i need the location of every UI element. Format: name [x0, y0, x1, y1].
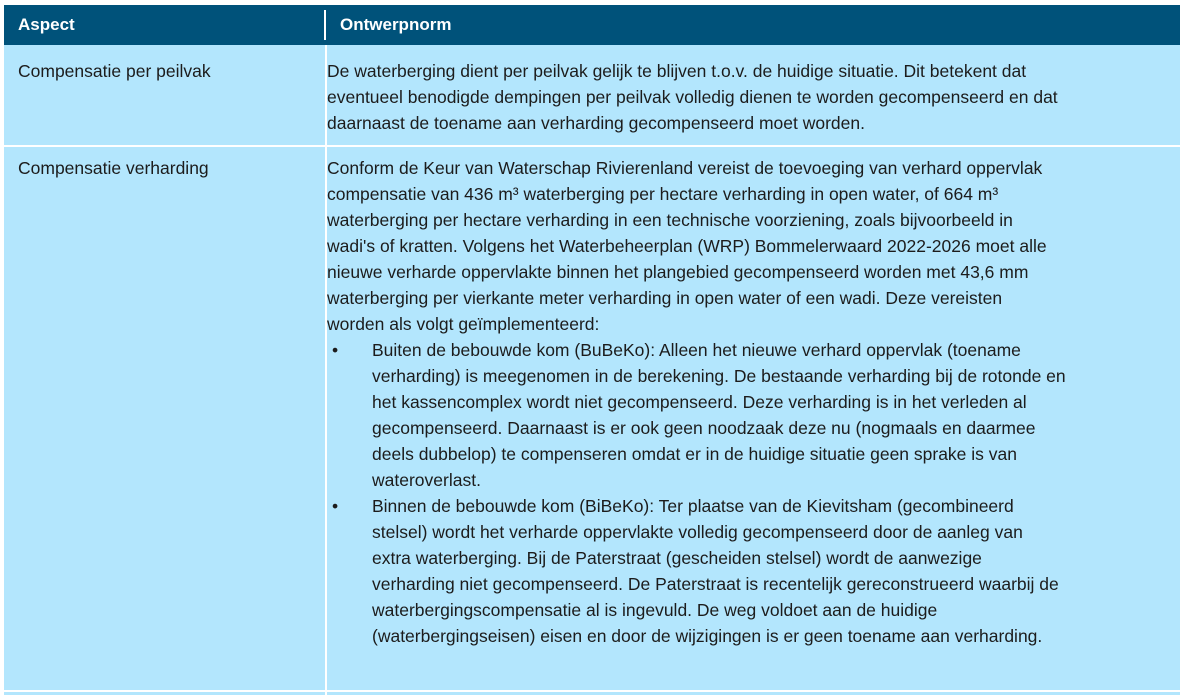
bullet-line: Buiten de bebouwde kom (BuBeKo): Alleen het nieuwe verhard oppervlak (toename	[372, 340, 1021, 360]
bullet-line: deels dubbelop) te compenseren omdat er in de huidige situatie geen sprake is van	[372, 444, 1017, 464]
bullet-item-bibeko	[327, 493, 1172, 649]
bullet-line: verharding niet gecompenseerd. De Paterstraat is recentelijk gereconstrueerd waarbij de	[372, 574, 1059, 594]
bullet-line: verharding) is meegenomen in de berekening. De bestaande verharding bij de rotonde en	[372, 366, 1066, 386]
norm-line: daarnaast de toename aan verharding gecompenseerd moet worden.	[327, 113, 865, 133]
norm-line: wadi's of kratten. Volgens het Waterbeheerplan (WRP) Bommelerwaard 2022-2026 moet alle	[327, 236, 1047, 256]
bullet-line: het kassencomplex wordt niet gecompenseerd. Deze verharding is in het verleden al	[372, 392, 1027, 412]
row-1-norm	[327, 58, 1172, 136]
bullet-item-bubeko	[327, 337, 1172, 493]
header-ontwerpnorm: Ontwerpnorm	[340, 15, 452, 34]
bullet-line: (waterbergingseisen) eisen en door de wijzigingen is er geen toename aan verharding.	[372, 626, 1043, 646]
row-1-aspect: Compensatie per peilvak	[18, 61, 211, 81]
norm-line: worden als volgt geïmplementeerd:	[327, 314, 600, 334]
norm-line: eventueel benodigde dempingen per peilvak volledig dienen te worden gecompenseerd en dat	[327, 87, 1058, 107]
norm-line: nieuwe verharde oppervlakte binnen het plangebied gecompenseerd worden met 43,6 mm	[327, 262, 1029, 282]
norm-line: waterberging per hectare verharding in een technische voorziening, zoals bijvoorbeeld in	[327, 210, 1013, 230]
norm-table	[4, 5, 1180, 695]
bullet-line: wateroverlast.	[372, 470, 481, 490]
row-2-aspect: Compensatie verharding	[18, 158, 209, 178]
bullet-symbol: •	[332, 340, 339, 360]
row-divider	[4, 690, 1180, 692]
bullet-line: extra waterberging. Bij de Paterstraat (gescheiden stelsel) wordt de aanwezige	[372, 548, 982, 568]
row-divider	[4, 145, 1180, 147]
norm-line: compensatie van 436 m³ waterberging per hectare verharding in open water, of 664 m³	[327, 184, 999, 204]
table-header	[4, 5, 1180, 45]
norm-line: Conform de Keur van Waterschap Rivierenland vereist de toevoeging van verhard oppervlak	[327, 158, 1043, 178]
header-divider	[324, 10, 326, 40]
bullet-line: Binnen de bebouwde kom (BiBeKo): Ter plaatse van de Kievitsham (gecombineerd	[372, 496, 1014, 516]
bullet-line: gecompenseerd. Daarnaast is er ook geen noodzaak deze nu (nogmaals en daarmee	[372, 418, 1036, 438]
norm-line: De waterberging dient per peilvak gelijk te blijven t.o.v. de huidige situatie. Dit betekent dat	[327, 61, 1027, 81]
row-2-norm	[327, 155, 1172, 649]
header-aspect: Aspect	[18, 15, 75, 34]
bullet-line: stelsel) wordt het verharde oppervlakte volledig gecompenseerd door de aanleg van	[372, 522, 1023, 542]
bullet-symbol: •	[332, 496, 339, 516]
bullet-list	[327, 337, 1172, 649]
norm-line: waterberging per vierkante meter verharding in open water of een wadi. Deze vereisten	[327, 288, 1003, 308]
bullet-line: waterbergingscompensatie al is ingevuld. De weg voldoet aan de huidige	[372, 600, 938, 620]
